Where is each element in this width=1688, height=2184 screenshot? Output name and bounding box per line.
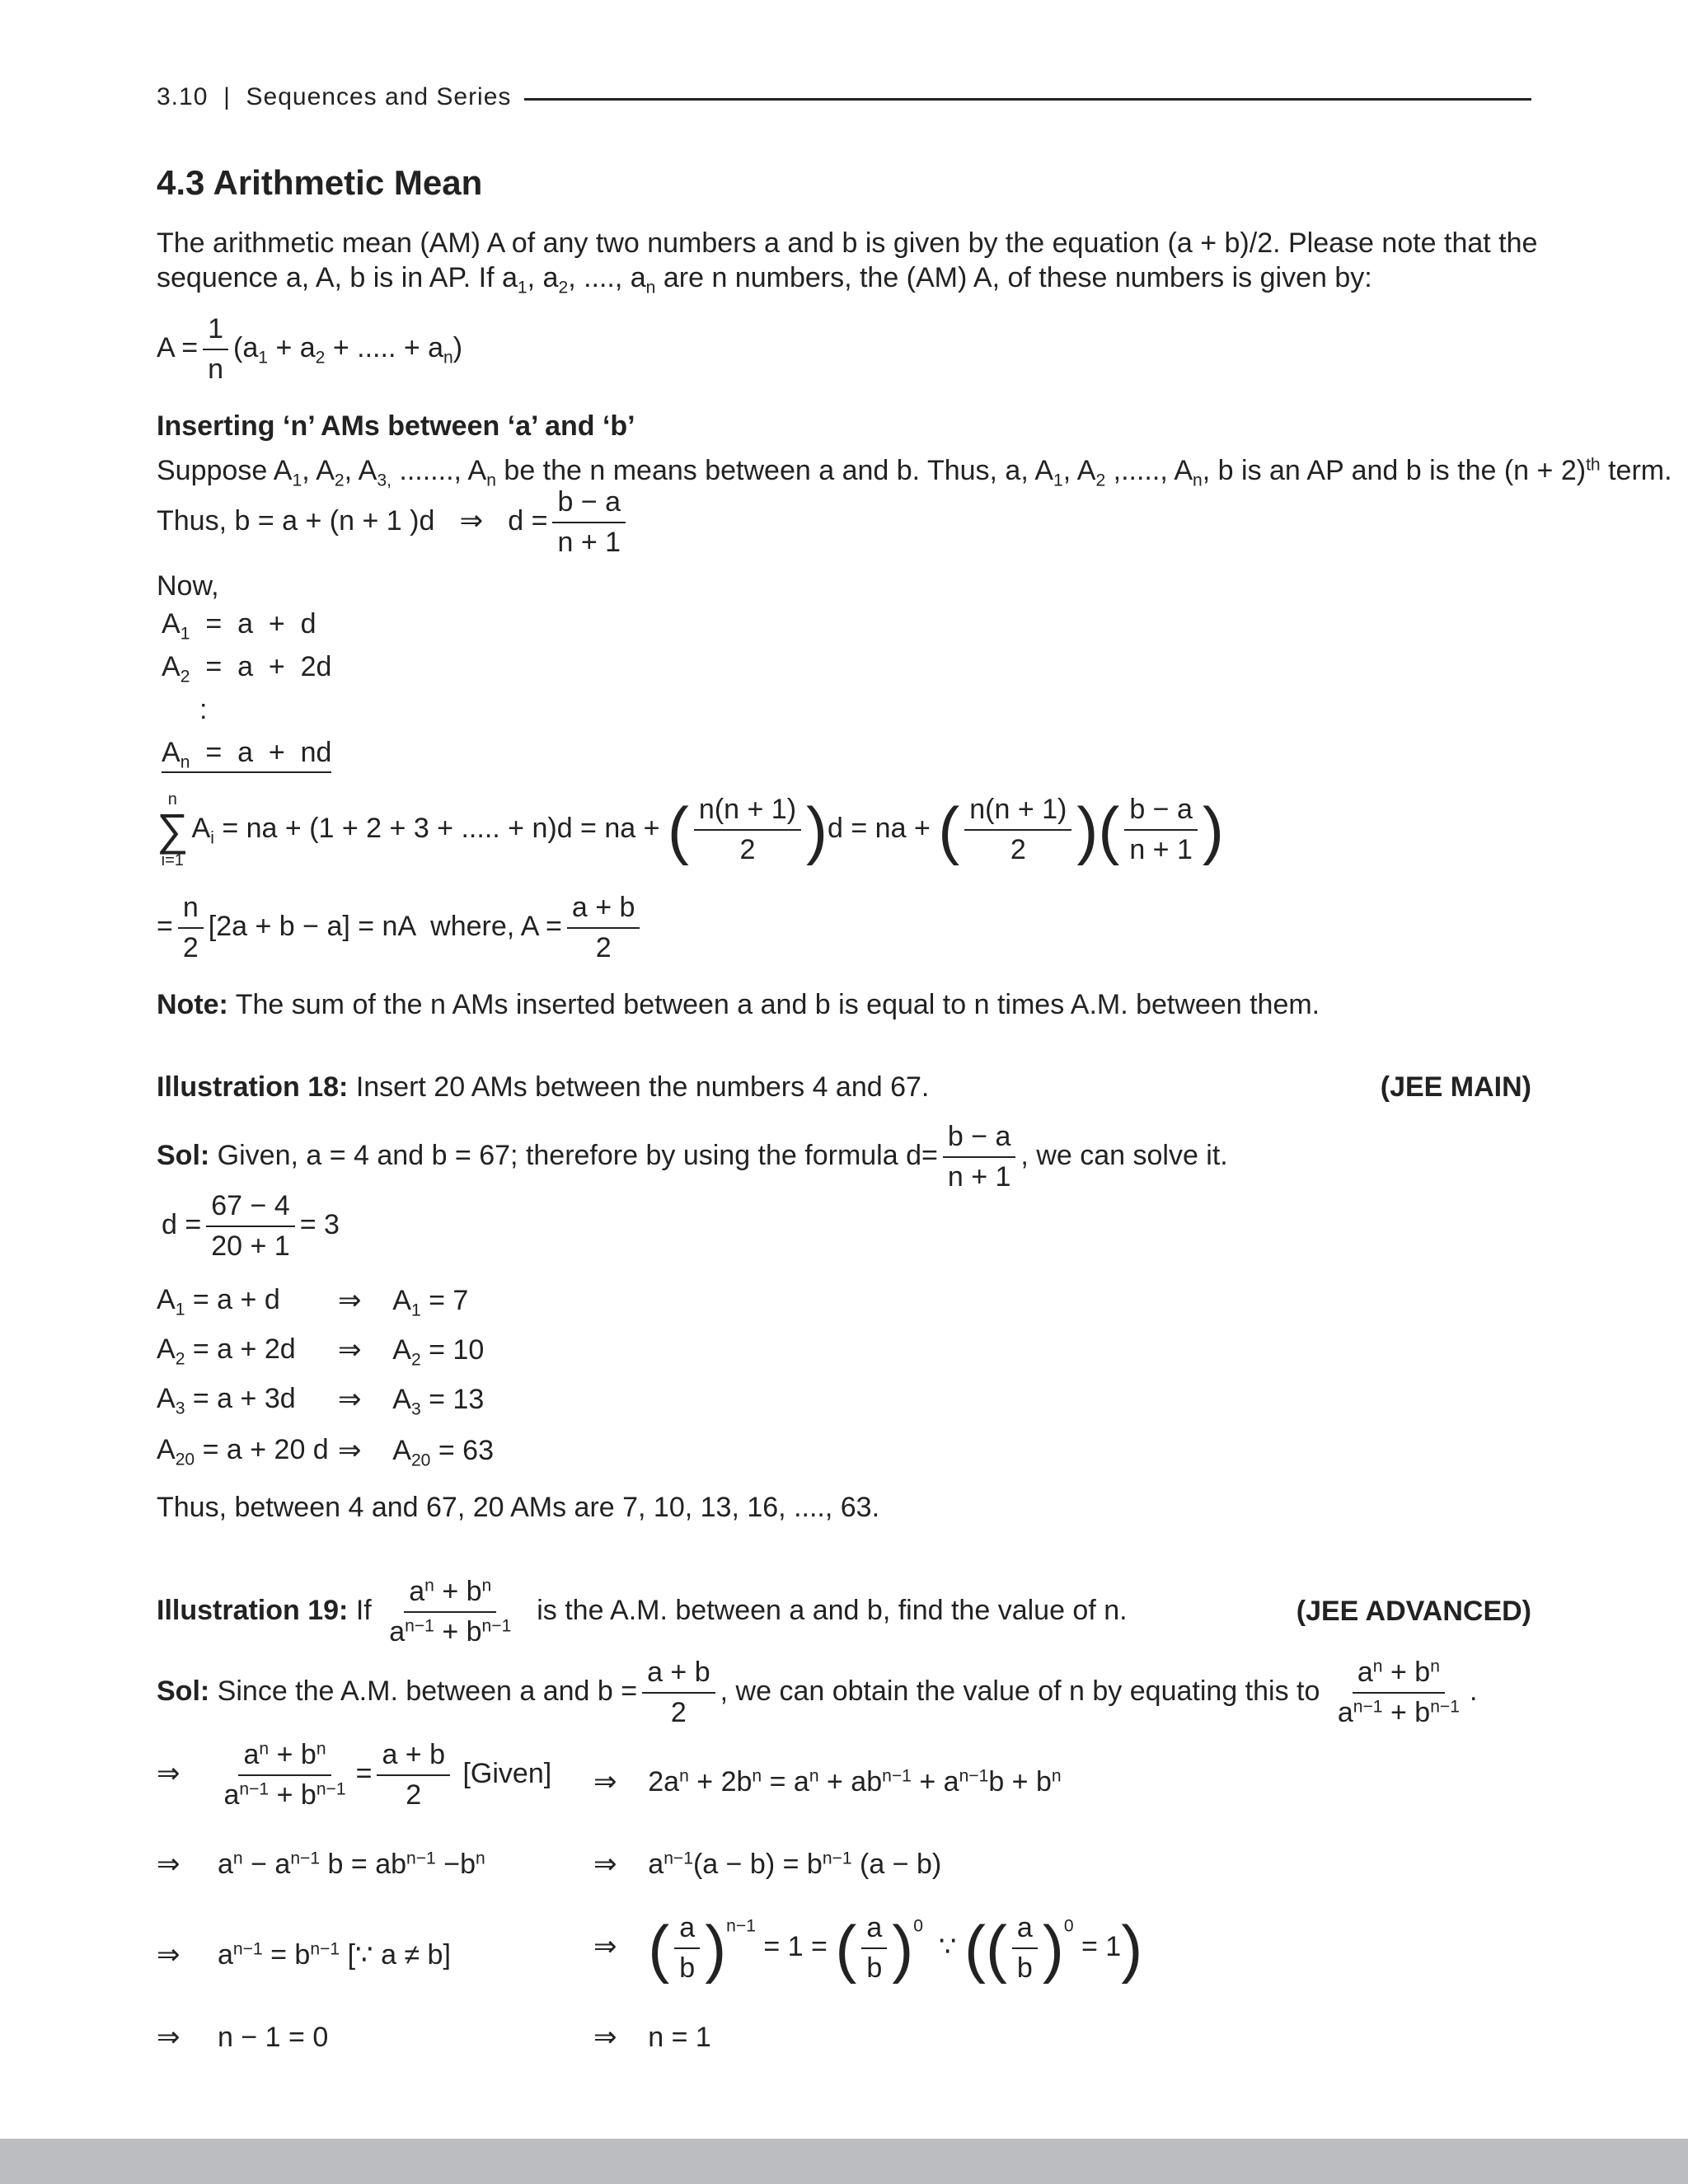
page-number: 3.10: [157, 83, 209, 110]
footer-bar: [0, 2139, 1688, 2184]
step-1: ⇒ $\frac{a^n + b^n}{a^{n-1} + b^{n-1}}$ = $\frac{a + b}{2}$ [Given]: [157, 1739, 552, 1811]
intro-line-2: sequence a, A, b is in AP. If $a_1$, $a_2$, ...., $a_n$ are n numbers, the (AM) A, of these numbers is given by:: [157, 262, 1372, 298]
now-label: Now,: [157, 570, 219, 602]
step-2-right: ⇒ $a^{n-1}(a - b) = b^{n-1}$ (a − b): [593, 1849, 942, 1880]
eq-a2: $A_2 = a + 2d$: [162, 651, 332, 687]
a1-value: $A_1 = a + d$ ⇒ $A_1 = 7$: [157, 1284, 469, 1320]
header-rule: [524, 98, 1531, 101]
section-title: 4.3 Arithmetic Mean: [157, 163, 483, 202]
sum-formula: n ∑ i=1 $A_i$ = na + (1 + 2 + 3 + ..... + n)d = na + ( $\frac{n(n + 1)}{2}$ )d = na + ( $\frac{n(n + 1)}{2}$ )( $\frac{b - a}{n + 1}$ ): [157, 790, 1224, 869]
chapter-title: Sequences and Series: [246, 83, 512, 110]
eq-an: $A_n = a$ + nd: [162, 737, 332, 772]
page: [157, 0, 1672, 2135]
jee-main-tag: (JEE MAIN): [1380, 1071, 1531, 1103]
step-1-right: ⇒ $2a^n + 2b^n = a^n + ab^{n-1} + a^{n-1}b + b^n$: [593, 1766, 1062, 1797]
step-2: ⇒ $a^n - a^{n-1}$ $b = ab^{n-1} -b^n$: [157, 1849, 485, 1880]
running-header: [157, 81, 1531, 114]
a2-value: $A_2 = a + 2d$ ⇒ $A_2 = 10$: [157, 1333, 485, 1370]
illustration-19: Illustration 19: If $\frac{a^n + b^n}{a^{n-1} + b^{n-1}}$ is the A.M. between a and b, find the value of n.: [157, 1576, 1128, 1648]
illustration-18-solution: Sol: Given, a = 4 and b = 67; therefore by using the formula d= $\frac{b - a}{n + 1}$ , we can solve it.: [157, 1121, 1228, 1193]
a20-value: $A_{20} = a + 20$ d ⇒ $A_{20} = 63$: [157, 1434, 494, 1470]
intro-line-1: The arithmetic mean (AM) A of any two numbers a and b is given by the equation (a + b)/2. Please note that the: [157, 227, 1538, 259]
note: Note: The sum of the n AMs inserted between a and b is equal to n times A.M. between them.: [157, 989, 1320, 1020]
illustration-18: Illustration 18: Insert 20 AMs between the numbers 4 and 67.: [157, 1071, 930, 1103]
a3-value: $A_3 = a + 3d$ ⇒ $A_3 = 13$: [157, 1383, 485, 1419]
jee-advanced-tag: (JEE ADVANCED): [1296, 1596, 1531, 1627]
am-formula: A = $\frac{1}{n}$ ($a_1 + a_2$ + ..... + $a_n$): [157, 313, 463, 386]
illustration-19-solution: Sol: Since the A.M. between a and b = $\frac{a + b}{2}$ , we can obtain the value of n by equating this to $\frac{a^n + b^n}{a^{n-1} + b^{n-1}}$ .: [157, 1657, 1478, 1729]
eq-vdots: :: [199, 694, 208, 725]
step-3: ⇒ $a^{n-1} = b^{n-1}$ [∵ a ≠ b]: [157, 1939, 451, 1971]
d-value: d = $\frac{67 - 4}{20 + 1}$ = 3: [162, 1190, 340, 1263]
eq-a1: $A_1 = a + d$: [162, 608, 316, 644]
sum-result: = $\frac{n}{2}$ [2a + b − a] = nA where, A = $\frac{a + b}{2}$: [157, 892, 645, 964]
illustration-18-conclusion: Thus, between 4 and 67, 20 AMs are 7, 10, 13, 16, ...., 63.: [157, 1492, 880, 1523]
step-3-right: ⇒ ( $\frac{a}{b}$ )$^{n-1}$ = 1 = ( $\frac{a}{b}$ )$^0$ ∵ (( $\frac{a}{b}$ )$^0$ = 1): [593, 1912, 1143, 1985]
step-4-right: ⇒ n = 1: [593, 2022, 711, 2053]
header-separator: |: [223, 83, 231, 110]
subheading: Inserting ‘n’ AMs between ‘a’ and ‘b’: [157, 410, 635, 442]
suppose-line: Suppose $A_1$, $A_2$, $A_{3,}$ ......., $A_n$ be the n means between a and b. Thus, a, $A_1$, $A_2$ ,....., $A_n$, b is an AP and b is the $(n + 2)^{th}$ term.: [157, 455, 1672, 490]
d-formula: Thus, b = a + (n + 1 )d ⇒ d = $\frac{b - a}{n + 1}$: [157, 486, 631, 559]
step-4: ⇒ n − 1 = 0: [157, 2022, 329, 2053]
